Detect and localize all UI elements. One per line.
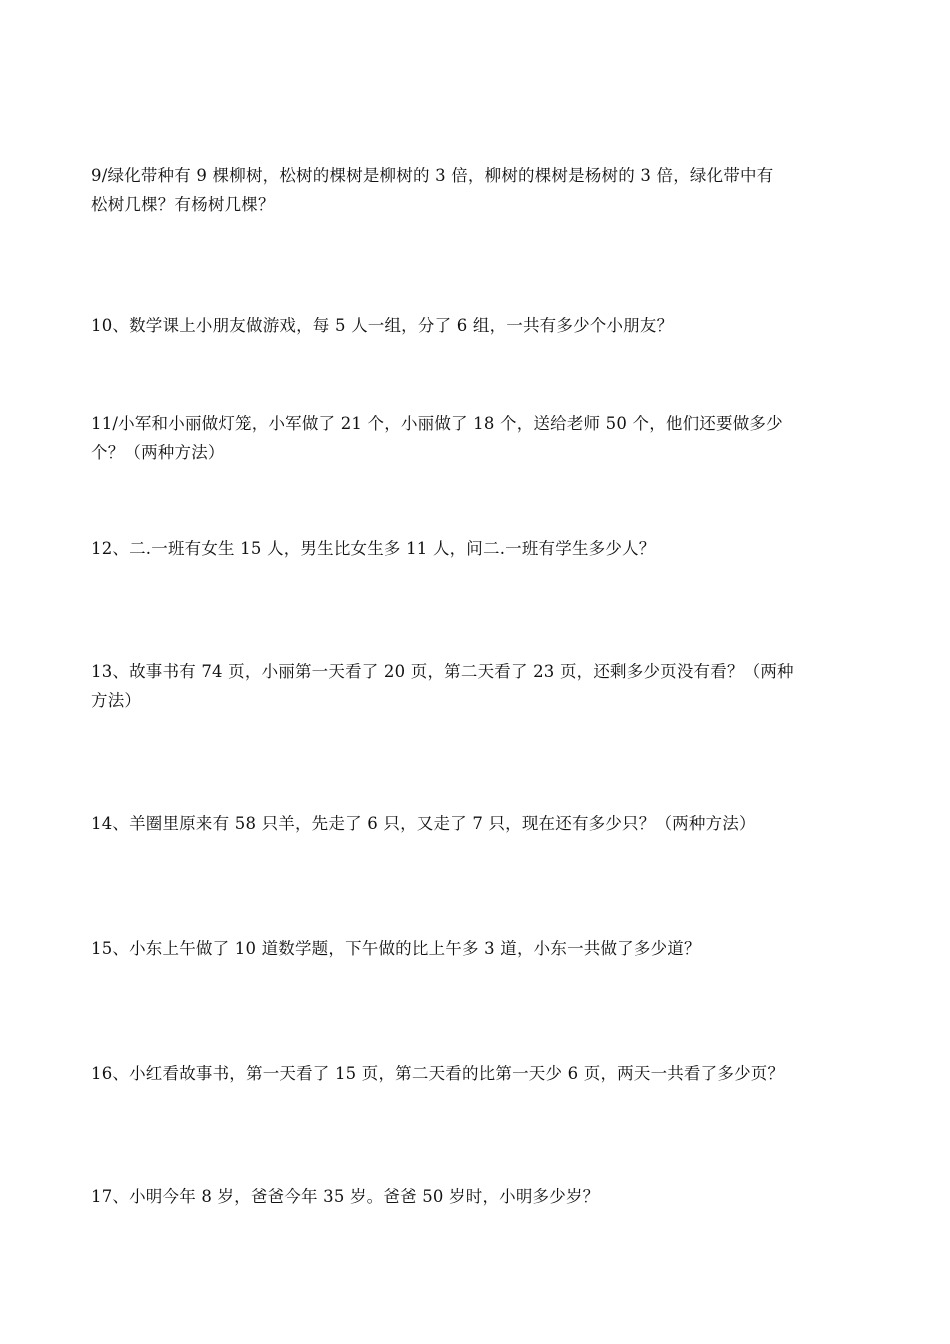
question-9-line-1: 9/绿化带种有 9 棵柳树，松树的棵树是柳树的 3 倍，柳树的棵树是杨树的 3 倍，绿化带中有 [91, 166, 774, 185]
question-16-line-1: 16、小红看故事书，第一天看了 15 页，第二天看的比第一天少 6 页，两天一共看了多少页？ [91, 1064, 785, 1083]
question-15-line-1: 15、小东上午做了 10 道数学题，下午做的比上午多 3 道，小东一共做了多少道？ [91, 939, 701, 958]
question-13-line-2: 方法） [91, 691, 142, 710]
question-17-line-1: 17、小明今年 8 岁，爸爸今年 35 岁。爸爸 50 岁时，小明多少岁？ [91, 1187, 600, 1206]
question-11-line-2: 个？（两种方法） [91, 443, 225, 462]
question-10-line-1: 10、数学课上小朋友做游戏，每 5 人一组，分了 6 组，一共有多少个小朋友？ [91, 316, 674, 335]
question-11-line-1: 11/小军和小丽做灯笼，小军做了 21 个，小丽做了 18 个，送给老师 50 个，他们还要做多少 [91, 414, 783, 433]
question-13 [91, 657, 861, 715]
question-12 [91, 534, 861, 563]
question-11 [91, 409, 861, 467]
question-13-line-1: 13、故事书有 74 页，小丽第一天看了 20 页，第二天看了 23 页，还剩多少页没有看？（两种 [91, 662, 794, 681]
question-14-line-1: 14、羊圈里原来有 58 只羊，先走了 6 只，又走了 7 只，现在还有多少只？（两种方法） [91, 814, 756, 833]
question-12-line-1: 12、二.一班有女生 15 人，男生比女生多 11 人，问二.一班有学生多少人？ [91, 539, 656, 558]
question-15 [91, 934, 861, 963]
question-10 [91, 311, 861, 340]
question-17 [91, 1182, 861, 1211]
question-9 [91, 161, 861, 219]
question-16 [91, 1059, 861, 1088]
question-14 [91, 809, 861, 838]
question-9-line-2: 松树几棵？有杨树几棵？ [91, 195, 275, 214]
